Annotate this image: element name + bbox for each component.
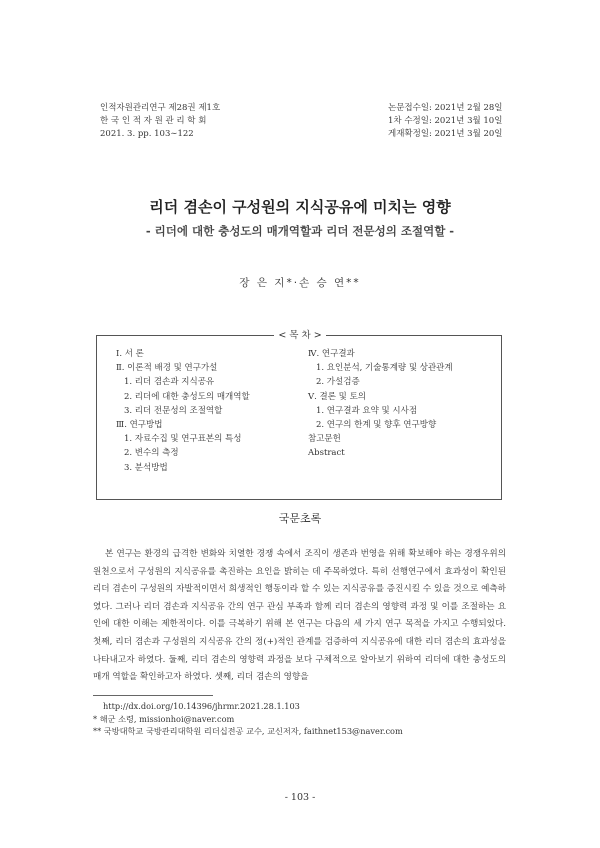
received-date: 논문접수일: 2021년 2월 28일 xyxy=(388,103,503,113)
footnote-divider xyxy=(93,695,213,696)
abstract-heading: 국문초록 xyxy=(278,512,322,525)
paper-title: 리더 겸손이 구성원의 지식공유에 미치는 영향 xyxy=(149,198,451,216)
author-footnote-2: ** 국방대학교 국방관리대학원 리더십전공 교수, 교신저자, faithnet153@naver.com xyxy=(93,726,403,736)
page-number: - 103 - xyxy=(284,792,316,803)
toc-left-column xyxy=(116,347,250,475)
journal-society: 한 국 인 적 자 원 관 리 학 회 xyxy=(100,116,207,126)
toc-subitem: 2. 연구의 한계 및 향후 연구방향 xyxy=(316,420,437,431)
accepted-date: 게재확정일: 2021년 3월 20일 xyxy=(388,129,503,139)
toc-subitem: 3. 리더 전문성의 조절역할 xyxy=(124,405,223,416)
toc-subitem: 1. 연구결과 요약 및 시사점 xyxy=(316,405,418,416)
toc-item: Ⅱ. 이론적 배경 및 연구가설 xyxy=(116,363,218,374)
toc-item: 참고문헌 xyxy=(308,434,341,445)
journal-name: 인적자원관리연구 제28권 제1호 xyxy=(100,103,221,113)
toc-subitem: 1. 요인분석, 기술통계량 및 상관관계 xyxy=(316,363,453,374)
paper-authors: 장 은 지*·손 승 연** xyxy=(239,277,361,289)
toc-subitem: 2. 가설검증 xyxy=(316,377,360,388)
journal-pages: 2021. 3. pp. 103∼122 xyxy=(100,129,194,139)
toc-heading-label: < 목 차 > xyxy=(274,330,325,341)
revised-date: 1차 수정일: 2021년 3월 10일 xyxy=(388,116,503,126)
toc-subitem: 2. 변수의 측정 xyxy=(124,448,179,459)
toc-item: Ⅳ. 연구결과 xyxy=(308,349,355,359)
toc-subitem: 2. 리더에 대한 충성도의 매개역할 xyxy=(124,391,250,402)
author-footnote-1: * 해군 소령, missionhoi@naver.com xyxy=(93,713,235,724)
toc-subitem: 3. 분석방법 xyxy=(124,462,168,473)
toc-item: Ⅰ. 서 론 xyxy=(116,349,144,359)
abstract-body: 본 연구는 환경의 급격한 변화와 치열한 경쟁 속에서 조직이 생존과 번영을 위해 확보해야 하는 경쟁우위의 원천으로서 구성원의 지식공유를 촉진하는 요인을 밝히는 데 주목하였다. 특히 선행연구에서 효과성이 확인된 리더 겸손이 구성원의 자발적이면서 희생적인 행동이라 할 수 있는 지식공유를 증진시킬 수 있을 것으로 예측하였다. 그러나 리더 겸손과 지식공유 간의 연구 관심 부족과 함께 리더 겸손의 영향력 과정 및 이를 조절하는 요인에 대한 이해는 제한적이다. 이를 극복하기 위해 본 연구는 다음의 세 가지 연구 목적을 가지고 수행되었다. 첫째, 리더 겸손과 구성원의 지식공유 간의 정(+)적인 관계를 검증하여 지식공유에 대한 리더 겸손의 효과성을 나타내고자 하였다. 둘째, 리더 겸손의 영향력 과정을 보다 구체적으로 알아보기 위하여 리더에 대한 충성도의 매개 역할을 확인하고자 하였다. 셋째, 리더 겸손의 영향을 xyxy=(93,549,506,683)
toc-item: Ⅲ. 연구방법 xyxy=(116,420,163,431)
toc-heading xyxy=(0,327,600,341)
toc-subitem: 1. 자료수집 및 연구표본의 특성 xyxy=(124,434,242,445)
submission-dates xyxy=(388,102,503,141)
journal-info xyxy=(100,102,220,141)
toc-item: Abstract xyxy=(308,448,345,459)
paper-subtitle: - 리더에 대한 충성도의 매개역할과 리더 전문성의 조절역할 - xyxy=(145,224,455,238)
toc-item: Ⅴ. 결론 및 토의 xyxy=(308,391,367,402)
toc-right-column xyxy=(308,347,453,461)
toc-subitem: 1. 리더 겸손과 지식공유 xyxy=(124,377,215,388)
footnotes xyxy=(93,700,403,738)
doi-link[interactable]: http://dx.doi.org/10.14396/jhrmr.2021.28.1.103 xyxy=(103,701,300,711)
